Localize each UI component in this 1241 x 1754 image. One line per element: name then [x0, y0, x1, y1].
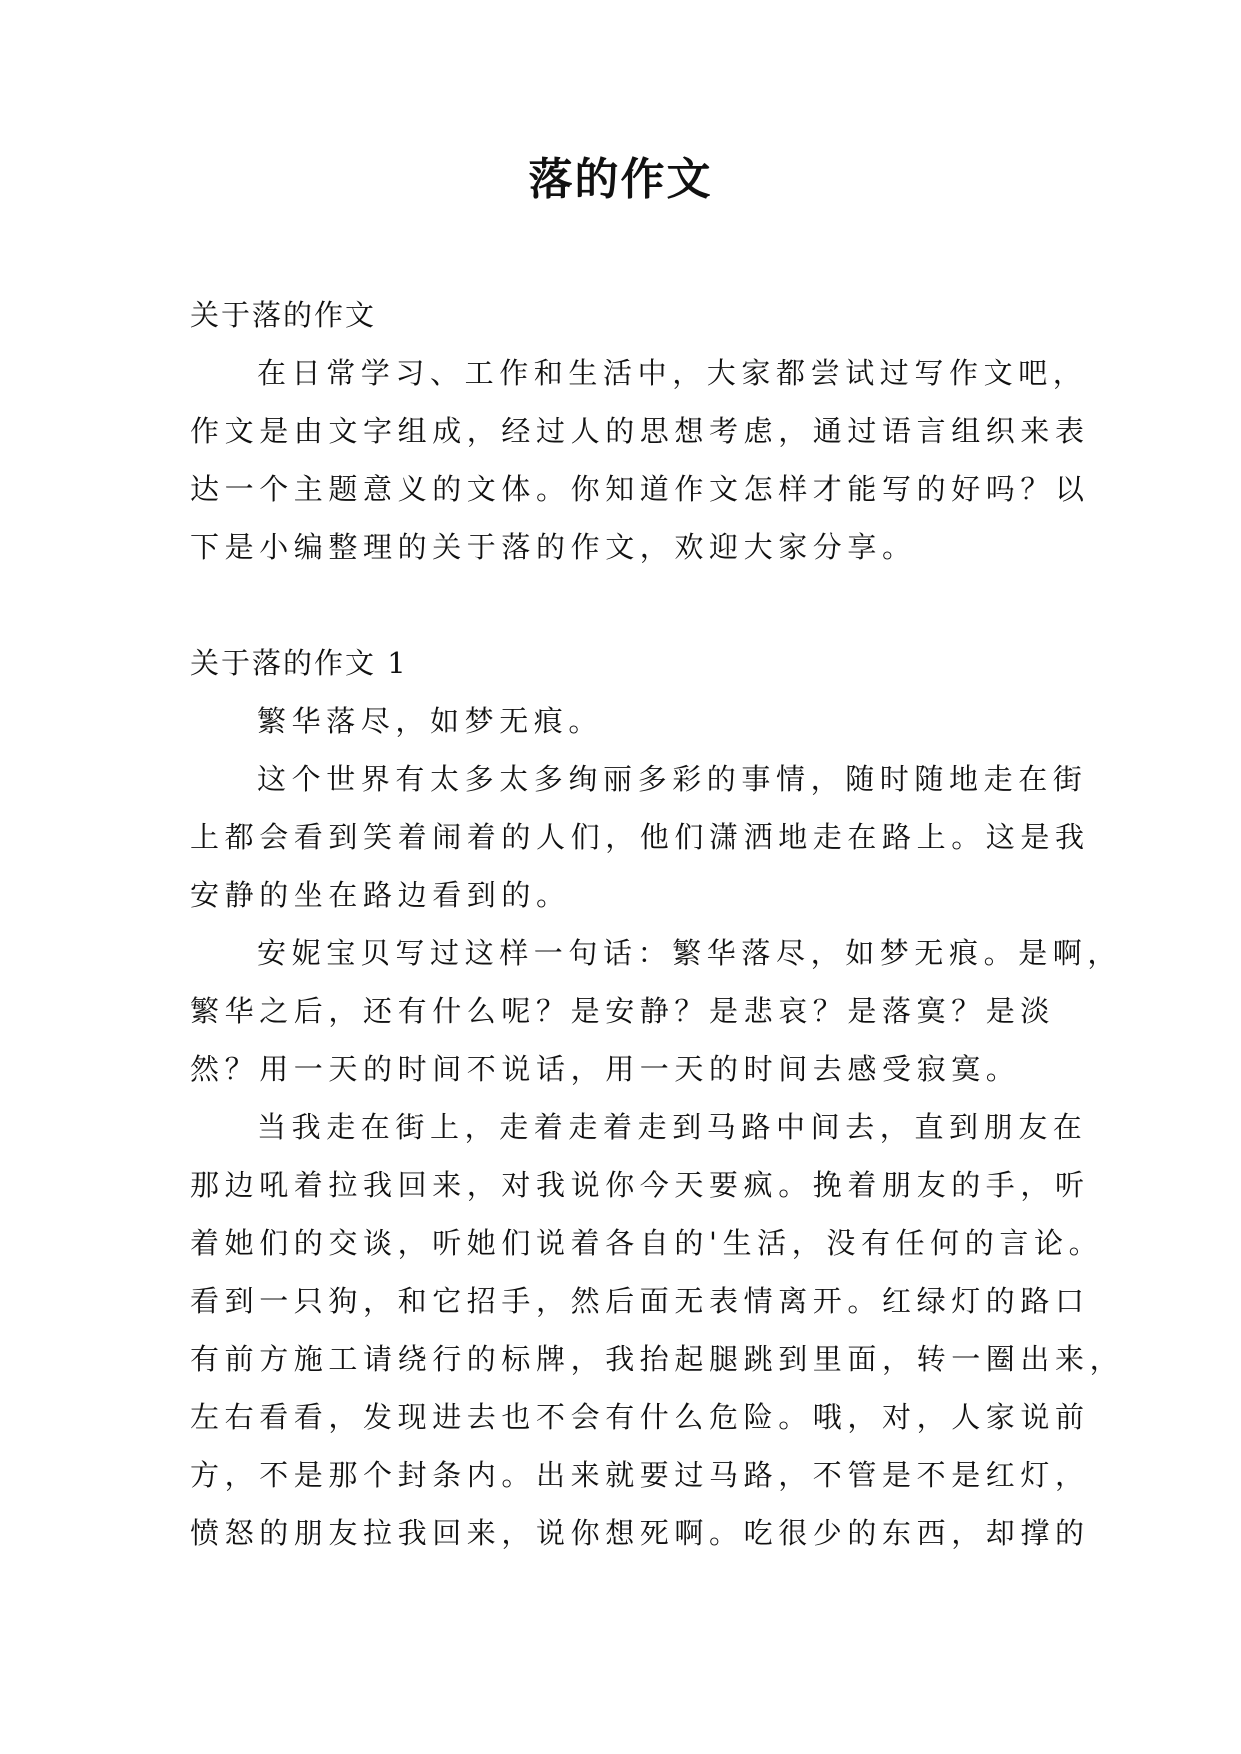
paragraph-gap — [190, 576, 1052, 634]
document-title: 落的作文 — [528, 154, 713, 205]
paragraph-line: 愤怒的朋友拉我回来，说你想死啊。吃很少的东西，却撑的 — [190, 1516, 1090, 1550]
paragraph-line: 达一个主题意义的文体。你知道作文怎样才能写的好吗？以 — [190, 472, 1090, 506]
paragraph-line: 有前方施工请绕行的标牌，我抬起腿跳到里面，转一圈出来， — [190, 1342, 1125, 1376]
paragraph-line: 着她们的交谈，听她们说着各自的'生活，没有任何的言论。 — [190, 1226, 1104, 1260]
section-heading: 关于落的作文 1 — [190, 646, 408, 680]
paragraph-line: 作文是由文字组成，经过人的思想考虑，通过语言组织来表 — [190, 414, 1090, 448]
paragraph-line: 下是小编整理的关于落的作文，欢迎大家分享。 — [190, 530, 917, 564]
section-heading: 关于落的作文 — [190, 298, 377, 332]
paragraph-line: 这个世界有太多太多绚丽多彩的事情，随时随地走在街 — [257, 762, 1088, 796]
paragraph-line: 安妮宝贝写过这样一句话：繁华落尽，如梦无痕。是啊， — [257, 936, 1123, 970]
paragraph-line: 然？用一天的时间不说话，用一天的时间去感受寂寞。 — [190, 1052, 1021, 1086]
document-body — [190, 286, 1125, 1562]
paragraph-line: 繁华之后，还有什么呢？是安静？是悲哀？是落寞？是淡 — [190, 994, 1056, 1028]
paragraph-line: 繁华落尽，如梦无痕。 — [257, 704, 604, 738]
paragraph-line: 方，不是那个封条内。出来就要过马路，不管是不是红灯， — [190, 1458, 1090, 1492]
paragraph-line: 在日常学习、工作和生活中，大家都尝试过写作文吧， — [257, 356, 1088, 390]
paragraph-line: 当我走在街上，走着走着走到马路中间去，直到朋友在 — [257, 1110, 1088, 1144]
paragraph-line: 安静的坐在路边看到的。 — [190, 878, 571, 912]
paragraph-line: 看到一只狗，和它招手，然后面无表情离开。红绿灯的路口 — [190, 1284, 1090, 1318]
paragraph-line: 上都会看到笑着闹着的人们，他们潇洒地走在路上。这是我 — [190, 820, 1090, 854]
paragraph-line: 左右看看，发现进去也不会有什么危险。哦，对，人家说前 — [190, 1400, 1090, 1434]
paragraph-line: 那边吼着拉我回来，对我说你今天要疯。挽着朋友的手，听 — [190, 1168, 1090, 1202]
